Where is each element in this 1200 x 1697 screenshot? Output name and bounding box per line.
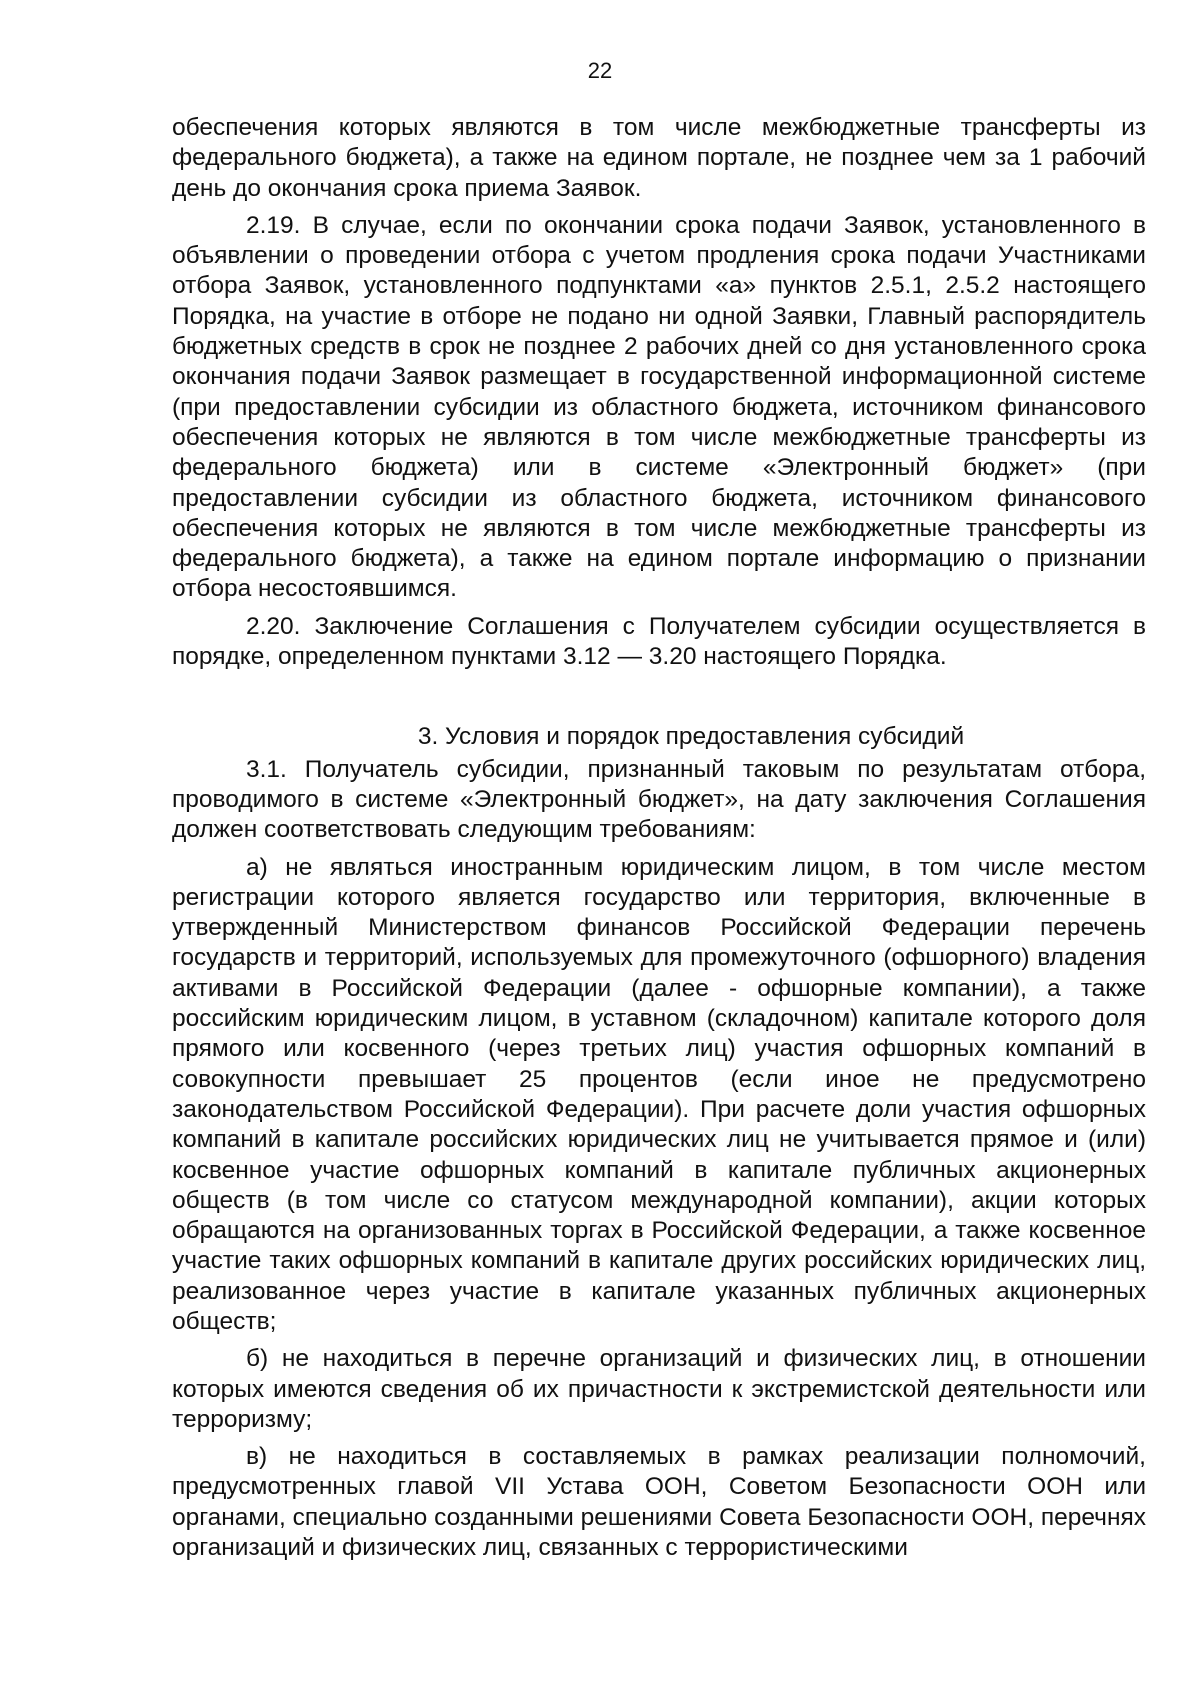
paragraph-item-b: б) не находиться в перечне организаций и физических лиц, в отношении которых имеются сведения об их причастности к экстремистской деятельности или терроризму;	[172, 1345, 1146, 1433]
paragraph-item-a: а) не являться иностранным юридическим лицом, в том числе местом регистрации которого является государство или территория, включенные в утвержденный Министерством финансов Российской Федерации перечень государств и территорий, используемых для промежуточного (офшорного) владения активами в Российской Федерации (далее - офшорные компании), а также российским юридическим лицом, в уставном (складочном) капитале которого доля прямого или косвенного (через третьих лиц) участия офшорных компаний в совокупности превышает 25 процентов (если иное не предусмотрено законодательством Российской Федерации). При расчете доли участия офшорных компаний в капитале российских юридических лиц не учитывается прямое и (или) косвенное участие офшорных компаний в капитале публичных акционерных обществ (в том числе со статусом международной компании), акции которых обращаются на организованных торгах в Российской Федерации, а также косвенное участие таких офшорных компаний в капитале других российских юридических лиц, реализованное через участие в капитале указанных публичных акционерных обществ;	[172, 853, 1146, 1335]
paragraph-3-1: 3.1. Получатель субсидии, признанный таковым по результатам отбора, проводимого в системе «Электронный бюджет», на дату заключения Соглашения должен соответствовать следующим требованиям:	[172, 755, 1146, 844]
paragraph-2-20: 2.20. Заключение Соглашения с Получателем субсидии осуществляется в порядке, определенном пунктами 3.12 — 3.20 настоящего Порядка.	[172, 612, 1146, 671]
section-heading: 3. Условия и порядок предоставления субсидий	[417, 723, 965, 751]
page-number: 22	[587, 58, 613, 83]
paragraph-2-19: 2.19. В случае, если по окончании срока подачи Заявок, установленного в объявлении о проведении отбора с учетом продления срока подачи Участниками отбора Заявок, установленного подпунктами «а» пунктов 2.5.1, 2.5.2 настоящего Порядка, на участие в отборе не подано ни одной Заявки, Главный распорядитель бюджетных средств в срок не позднее 2 рабочих дней со дня установленного срока окончания подачи Заявок размещает в государственной информационной системе (при предоставлении субсидии из областного бюджета, источником финансового обеспечения которых не являются в том числе межбюджетные трансферты из федерального бюджета) или в системе «Электронный бюджет» (при предоставлении субсидии из областного бюджета, источником финансового обеспечения которых не являются в том числе межбюджетные трансферты из федерального бюджета), а также на едином портале информацию о признании отбора несостоявшимся.	[172, 211, 1146, 603]
document-body	[172, 113, 1146, 1570]
paragraph-continuation: обеспечения которых являются в том числе межбюджетные трансферты из федерального бюджета), а также на едином портале, не позднее чем за 1 рабочий день до окончания срока приема Заявок.	[172, 114, 1146, 202]
paragraph-item-v: в) не находиться в составляемых в рамках реализации полномочий, предусмотренных главой VII Устава ООН, Советом Безопасности ООН или органами, специально созданными решениями Совета Безопасности ООН, перечнях организаций и физических лиц, связанных с террористическими	[172, 1443, 1146, 1562]
